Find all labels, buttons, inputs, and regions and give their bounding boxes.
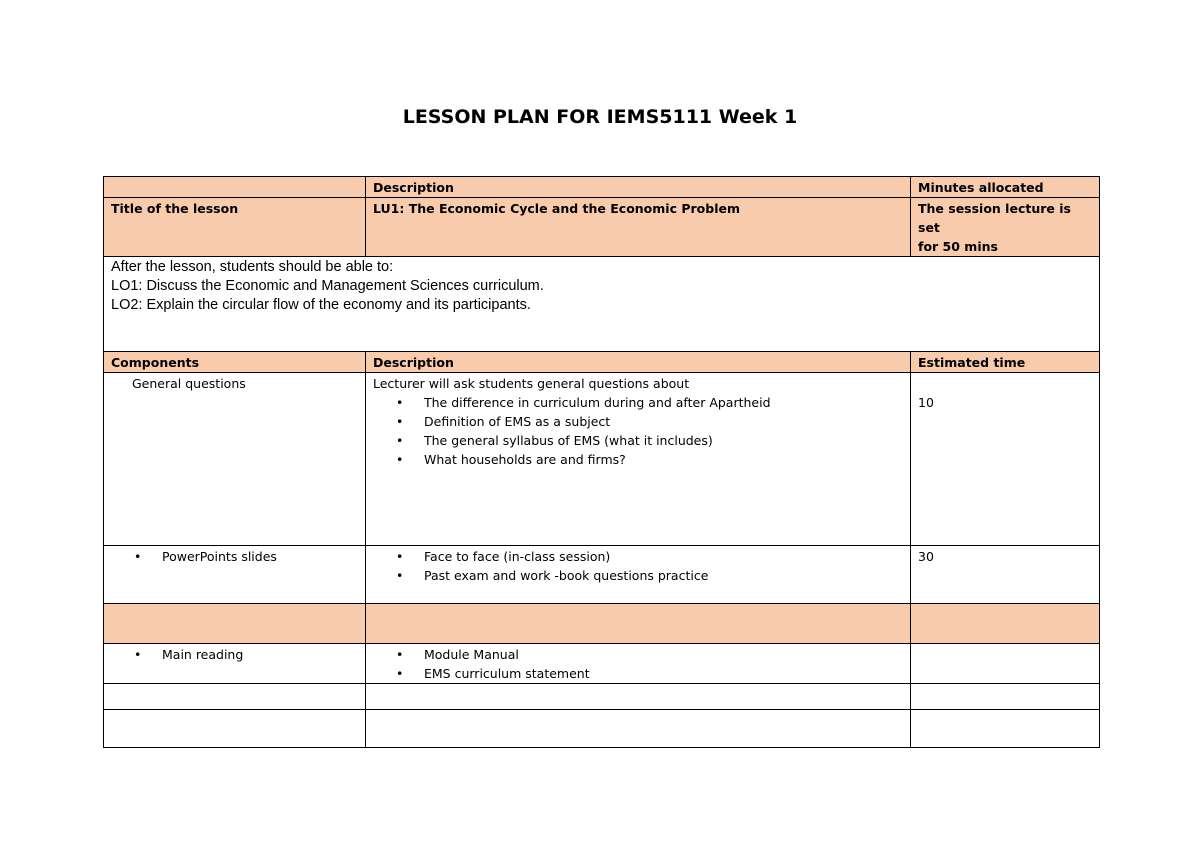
outcome-lo1: LO1: Discuss the Economic and Management Sciences curriculum. — [111, 278, 544, 294]
lesson-minutes-value — [911, 198, 1100, 257]
time-cell — [911, 644, 1100, 684]
empty-cell — [104, 684, 366, 710]
minutes-line-2: for 50 mins — [918, 239, 998, 254]
empty-row — [104, 684, 1100, 710]
components-header: Components — [104, 352, 366, 373]
header-cell-empty — [104, 177, 366, 198]
lesson-title-label: Title of the lesson — [104, 198, 366, 257]
list-item: • What households are and firms? — [373, 450, 903, 469]
list-item: • Past exam and work -book questions practice — [373, 566, 903, 585]
outcome-lo2: LO2: Explain the circular flow of the economy and its participants. — [111, 297, 531, 313]
component-cell — [104, 373, 366, 546]
component-cell — [104, 644, 366, 684]
components-header-row — [104, 352, 1100, 373]
header-minutes: Minutes allocated — [911, 177, 1100, 198]
description-list — [373, 645, 903, 683]
table-row — [104, 546, 1100, 604]
description-list — [373, 547, 903, 585]
empty-shaded-row — [104, 604, 1100, 644]
description-cell — [366, 373, 911, 546]
empty-row — [104, 710, 1100, 748]
estimated-time-header: Estimated time — [911, 352, 1100, 373]
empty-cell — [366, 604, 911, 644]
time-value: 10 — [918, 395, 934, 410]
outcomes-cell — [104, 257, 1100, 352]
list-item: • The difference in curriculum during and after Apartheid — [373, 393, 903, 412]
description-cell — [366, 644, 911, 684]
description-list — [373, 393, 903, 469]
component-list — [111, 547, 358, 566]
component-list — [111, 645, 358, 664]
empty-cell — [104, 604, 366, 644]
empty-cell — [911, 710, 1100, 748]
list-item: • Definition of EMS as a subject — [373, 412, 903, 431]
component-main-reading: • Main reading — [111, 645, 358, 664]
list-item: • The general syllabus of EMS (what it includes) — [373, 431, 903, 450]
header-row — [104, 177, 1100, 198]
table-row — [104, 373, 1100, 546]
empty-cell — [366, 710, 911, 748]
list-item: • EMS curriculum statement — [373, 664, 903, 683]
list-item: • Face to face (in-class session) — [373, 547, 903, 566]
empty-cell — [366, 684, 911, 710]
table-row — [104, 644, 1100, 684]
lesson-plan-table — [103, 176, 1100, 748]
empty-cell — [911, 604, 1100, 644]
component-cell — [104, 546, 366, 604]
empty-cell — [911, 684, 1100, 710]
component-general-questions: General questions — [132, 376, 246, 391]
time-value: 30 — [918, 549, 934, 564]
minutes-line-1: The session lecture is set — [918, 201, 1071, 235]
empty-cell — [104, 710, 366, 748]
header-description: Description — [366, 177, 911, 198]
outcomes-row — [104, 257, 1100, 352]
description-cell — [366, 546, 911, 604]
lesson-title-value: LU1: The Economic Cycle and the Economic Problem — [366, 198, 911, 257]
components-description-header: Description — [366, 352, 911, 373]
component-powerpoint-slides: • PowerPoints slides — [111, 547, 358, 566]
time-cell — [911, 546, 1100, 604]
time-cell — [911, 373, 1100, 546]
page-title: LESSON PLAN FOR IEMS5111 Week 1 — [402, 106, 798, 128]
outcomes-intro: After the lesson, students should be able to: — [111, 259, 394, 275]
lesson-title-row — [104, 198, 1100, 257]
description-intro: Lecturer will ask students general questions about — [373, 376, 690, 391]
list-item: • Module Manual — [373, 645, 903, 664]
